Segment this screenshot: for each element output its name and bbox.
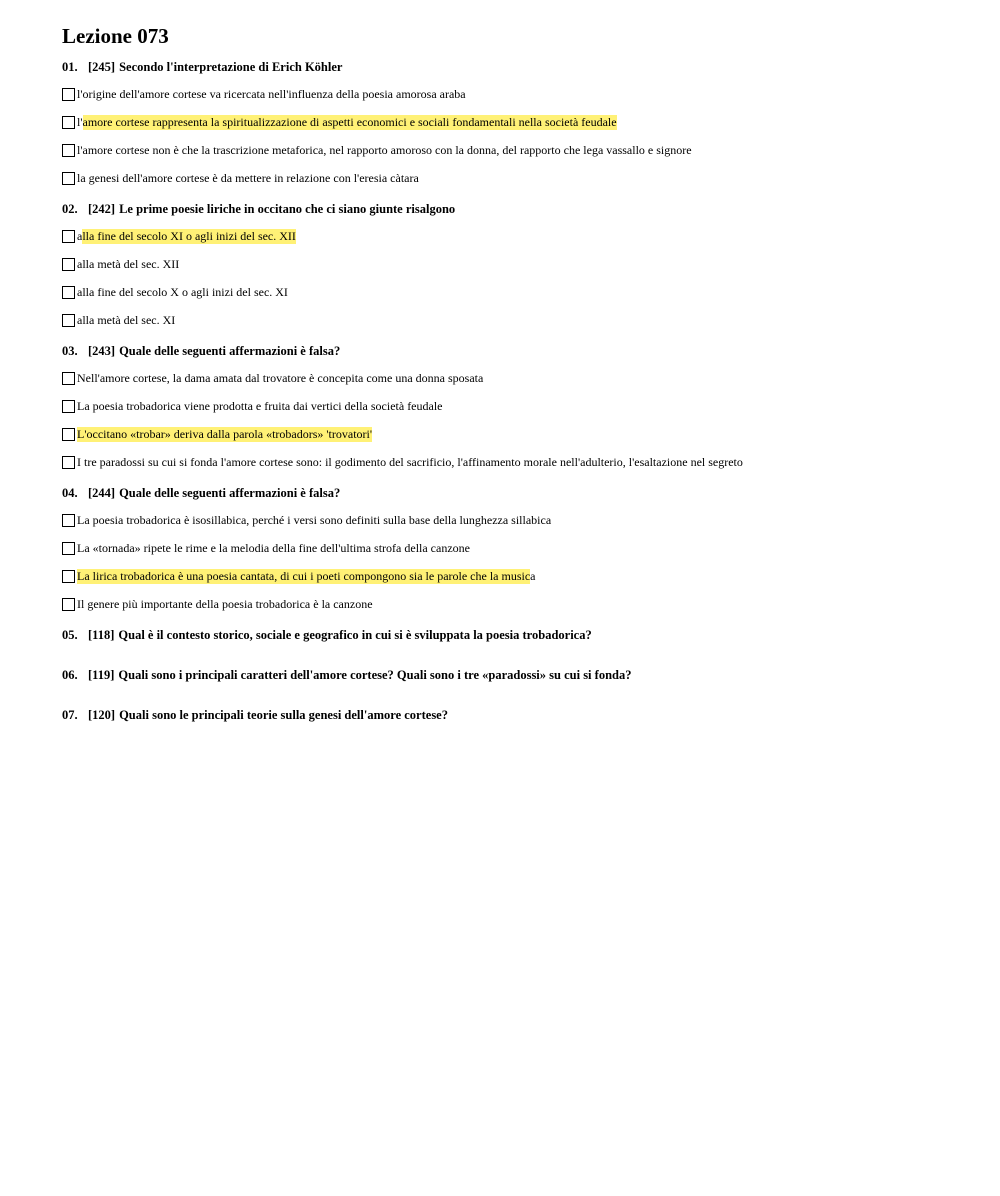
answer-text-pre: La poesia trobadorica viene prodotta e fruita dai vertici della società feudale — [77, 398, 443, 413]
question-code: [242] — [88, 202, 116, 216]
answer-text-post: a — [530, 568, 536, 583]
question-code: [120] — [88, 708, 116, 722]
answer-checkbox[interactable] — [62, 542, 75, 555]
question-code: [119] — [88, 668, 115, 682]
answer-text-pre: Il genere più importante della poesia trobadorica è la canzone — [77, 596, 373, 611]
answer-text-pre: l'amore cortese non è che la trascrizione metaforica, nel rapporto amoroso con la donna, del rapporto che lega vassallo e signore — [77, 142, 692, 157]
answer-text-pre: Nell'amore cortese, la dama amata dal trovatore è concepita come una donna sposata — [77, 370, 484, 385]
answer-option — [62, 425, 962, 443]
answer-checkbox[interactable] — [62, 172, 75, 185]
answer-checkbox[interactable] — [62, 286, 75, 299]
question-number: 02. — [62, 202, 78, 216]
answer-checkbox[interactable] — [62, 372, 75, 385]
answer-checkbox[interactable] — [62, 144, 75, 157]
answer-checkbox[interactable] — [62, 570, 75, 583]
answer-option — [62, 85, 962, 103]
answer-text-pre: I tre paradossi su cui si fonda l'amore cortese sono: il godimento del sacrificio, l'affinamento morale nell'adulterio, l'esaltazione nel segreto — [77, 454, 743, 469]
answer-text-highlighted: L'occitano «trobar» deriva dalla parola «trobadors» 'trovatori' — [77, 426, 373, 441]
answer-list — [62, 227, 962, 329]
answer-option — [62, 511, 962, 529]
question-text: Quali sono i principali caratteri dell'amore cortese? Quali sono i tre «paradossi» su cui si fonda? — [118, 668, 632, 682]
question-heading — [62, 201, 962, 217]
question-code: [244] — [88, 486, 116, 500]
question-text: Secondo l'interpretazione di Erich Köhler — [119, 60, 343, 74]
answer-text-pre: La «tornada» ripete le rime e la melodia della fine dell'ultima strofa della canzone — [77, 540, 470, 555]
question-text: Quali sono le principali teorie sulla genesi dell'amore cortese? — [119, 708, 448, 722]
question-text: Qual è il contesto storico, sociale e geografico in cui si è sviluppata la poesia trobadorica? — [118, 628, 592, 642]
question-code: [118] — [88, 628, 115, 642]
answer-text-highlighted: amore cortese rappresenta la spiritualizzazione di aspetti economici e sociali fondamentali nella società feudale — [82, 114, 617, 129]
answer-checkbox[interactable] — [62, 400, 75, 413]
answer-option — [62, 539, 962, 557]
answer-option — [62, 595, 962, 613]
question-number: 04. — [62, 486, 78, 500]
answer-option — [62, 227, 962, 245]
answer-text-pre: la genesi dell'amore cortese è da mettere in relazione con l'eresia càtara — [77, 170, 419, 185]
answer-text-highlighted: La lirica trobadorica è una poesia cantata, di cui i poeti compongono sia le parole che la music — [77, 568, 531, 583]
question-heading — [62, 343, 962, 359]
answer-option — [62, 283, 962, 301]
answer-option — [62, 255, 962, 273]
answer-checkbox[interactable] — [62, 258, 75, 271]
answer-text-pre: l'origine dell'amore cortese va ricercata nell'influenza della poesia amorosa araba — [77, 86, 466, 101]
question-heading — [62, 707, 962, 723]
open-question-list — [62, 627, 962, 723]
answer-option — [62, 113, 962, 131]
question-number: 06. — [62, 668, 78, 682]
answer-text-pre: a — [77, 228, 83, 243]
answer-checkbox[interactable] — [62, 230, 75, 243]
answer-checkbox[interactable] — [62, 598, 75, 611]
answer-option — [62, 567, 962, 585]
answer-checkbox[interactable] — [62, 514, 75, 527]
open-question-block — [62, 667, 962, 683]
answer-option — [62, 369, 962, 387]
question-text: Quale delle seguenti affermazioni è falsa? — [119, 486, 341, 500]
question-number: 07. — [62, 708, 78, 722]
answer-text-pre: La poesia trobadorica è isosillabica, perché i versi sono definiti sulla base della lunghezza sillabica — [77, 512, 552, 527]
answer-text-pre: alla metà del sec. XII — [77, 256, 180, 271]
answer-checkbox[interactable] — [62, 116, 75, 129]
question-text: Le prime poesie liriche in occitano che ci siano giunte risalgono — [119, 202, 456, 216]
answer-text-pre: l' — [77, 114, 83, 129]
answer-option — [62, 397, 962, 415]
question-code: [243] — [88, 344, 116, 358]
answer-option — [62, 453, 962, 471]
question-heading — [62, 485, 962, 501]
answer-option — [62, 169, 962, 187]
question-block — [62, 59, 962, 187]
answer-list — [62, 369, 962, 471]
question-number: 03. — [62, 344, 78, 358]
answer-checkbox[interactable] — [62, 88, 75, 101]
question-block — [62, 485, 962, 613]
question-number: 01. — [62, 60, 78, 74]
answer-option — [62, 311, 962, 329]
answer-list — [62, 85, 962, 187]
question-text: Quale delle seguenti affermazioni è falsa? — [119, 344, 341, 358]
open-question-block — [62, 627, 962, 643]
question-block — [62, 201, 962, 329]
answer-checkbox[interactable] — [62, 428, 75, 441]
answer-list — [62, 511, 962, 613]
answer-checkbox[interactable] — [62, 314, 75, 327]
quiz-page — [62, 22, 962, 747]
question-code: [245] — [88, 60, 116, 74]
question-list — [62, 59, 962, 613]
question-heading — [62, 59, 962, 75]
question-heading — [62, 627, 962, 643]
answer-text-highlighted: lla fine del secolo XI o agli inizi del sec. XII — [82, 228, 296, 243]
question-number: 05. — [62, 628, 78, 642]
answer-text-pre: alla metà del sec. XI — [77, 312, 176, 327]
answer-checkbox[interactable] — [62, 456, 75, 469]
answer-option — [62, 141, 962, 159]
answer-text-pre: alla fine del secolo X o agli inizi del sec. XI — [77, 284, 288, 299]
question-block — [62, 343, 962, 471]
question-heading — [62, 667, 962, 683]
lesson-title: Lezione 073 — [62, 24, 169, 48]
open-question-block — [62, 707, 962, 723]
